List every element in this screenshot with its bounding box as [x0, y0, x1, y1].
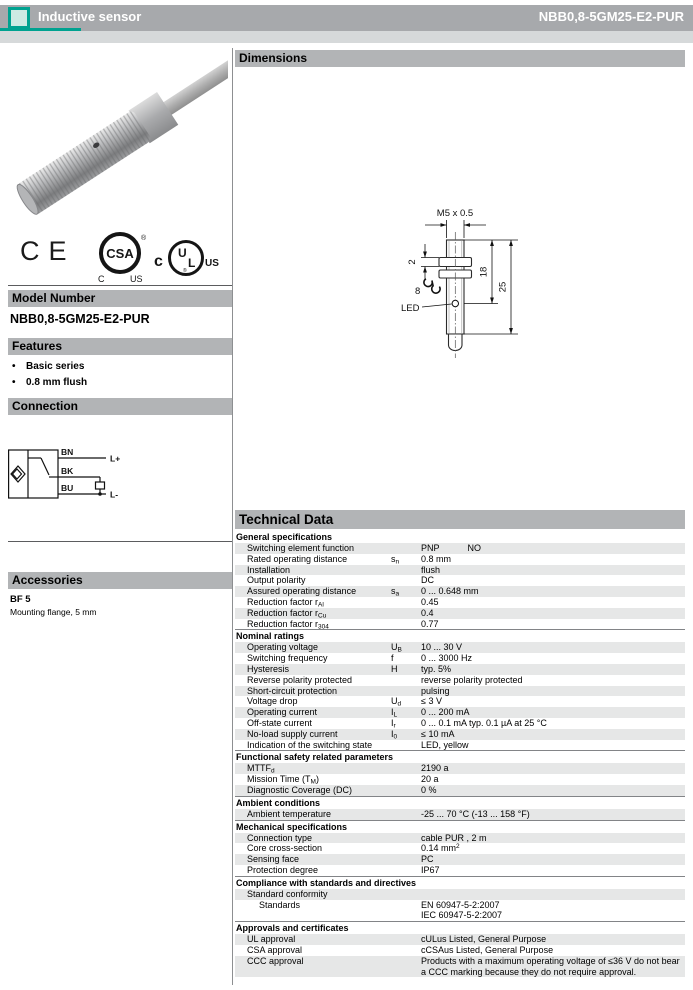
model-number-heading: Model Number — [8, 290, 232, 307]
terminal-label-lplus: L+ — [110, 453, 121, 464]
table-row — [235, 597, 685, 608]
feature-item — [12, 361, 84, 372]
table-section-title: Nominal ratings — [235, 629, 685, 642]
row-symbol: $I_L$ — [391, 707, 398, 719]
row-label: Ambient temperature — [247, 808, 332, 819]
table-row — [235, 740, 685, 751]
table-row — [235, 664, 685, 675]
row-symbol: $s_n$ — [391, 553, 400, 566]
ce-mark: CE — [20, 236, 76, 266]
svg-text:CSA: CSA — [106, 246, 134, 261]
dim-label-led: LED — [401, 303, 420, 314]
row-value — [421, 889, 685, 900]
row-symbol — [391, 575, 421, 586]
table-row — [235, 642, 685, 653]
row-label: Installation — [247, 564, 291, 575]
row-value: reverse polarity protected — [421, 674, 523, 685]
row-symbol — [391, 900, 421, 922]
table-section-title: Ambient conditions — [235, 796, 685, 809]
brand-logo-icon — [8, 7, 30, 29]
row-symbol — [391, 934, 421, 945]
row-value: EN 60947-5-2:2007 IEC 60947-5-2:2007 — [421, 899, 503, 921]
row-label: Diagnostic Coverage (DC) — [247, 784, 353, 795]
row-value: 2190 a — [421, 763, 449, 774]
accessory-description: Mounting flange, 5 mm — [10, 607, 97, 617]
table-row — [235, 956, 685, 978]
table-row — [235, 763, 685, 774]
row-value: LED, yellow — [421, 739, 469, 750]
row-value: 0.14 $mm^2$ — [421, 843, 460, 854]
row-value: DC — [421, 575, 434, 586]
row-value: cCSAus Listed, General Purpose — [421, 944, 554, 955]
feature-item — [12, 377, 87, 388]
table-row — [235, 696, 685, 707]
bullet-icon: • — [12, 361, 16, 372]
dimension-drawing — [385, 198, 575, 363]
row-label: Switching element function — [247, 543, 355, 553]
svg-text:U: U — [178, 246, 187, 260]
terminal-label-lminus: L- — [110, 489, 119, 500]
row-symbol — [391, 865, 421, 876]
features-heading: Features — [8, 338, 232, 355]
ul-mark — [152, 235, 220, 283]
row-symbol: $s_a$ — [391, 586, 400, 598]
row-label: Reverse polarity protected — [247, 674, 353, 685]
table-row — [235, 619, 685, 630]
feature-text: Basic series — [26, 361, 85, 372]
table-section-title: Mechanical specifications — [235, 820, 685, 833]
row-label: Output polarity — [247, 575, 306, 586]
table-row — [235, 889, 685, 900]
row-label: Standard conformity — [247, 888, 328, 899]
row-label: CCC approval — [247, 955, 304, 966]
column-divider — [232, 48, 233, 985]
connection-diagram — [8, 430, 158, 510]
dim-label-25: 25 — [497, 281, 509, 293]
row-value: 0.4 — [421, 607, 434, 618]
dim-label-nut-height: 2 — [407, 259, 418, 265]
row-symbol — [391, 543, 421, 554]
svg-text:US: US — [130, 274, 143, 284]
table-row — [235, 785, 685, 796]
row-value: 0 ... 0.1 mA typ. 0.1 µA at 25 °C — [421, 717, 547, 728]
svg-text:US: US — [205, 258, 219, 269]
row-symbol — [391, 785, 421, 796]
svg-text:®: ® — [141, 235, 147, 242]
table-row — [235, 707, 685, 718]
connection-heading: Connection — [8, 398, 232, 415]
row-label: Operating current — [247, 707, 318, 718]
table-section-title: Compliance with standards and directives — [235, 876, 685, 889]
row-value: -25 ... 70 °C (-13 ... 158 °F) — [421, 808, 530, 819]
dim-label-18: 18 — [478, 266, 490, 278]
row-label: Short-circuit protection — [247, 685, 338, 696]
row-symbol — [391, 686, 421, 697]
row-value: 0 ... 200 mA — [421, 707, 470, 718]
technical-data-table — [235, 531, 685, 977]
row-label: Standards — [259, 899, 301, 910]
table-section-title: Approvals and certificates — [235, 921, 685, 934]
section-rule — [8, 541, 232, 542]
row-value: cable PUR , 2 m — [421, 832, 487, 843]
row-value: 20 a — [421, 774, 439, 785]
svg-text:c: c — [154, 253, 163, 270]
row-symbol — [391, 809, 421, 820]
row-label: UL approval — [247, 934, 296, 945]
model-number-value: NBB0,8-5GM25-E2-PUR — [10, 312, 150, 326]
table-row — [235, 653, 685, 664]
row-symbol — [391, 597, 421, 608]
table-row — [235, 675, 685, 686]
row-value: 10 ... 30 V — [421, 642, 463, 653]
table-row — [235, 843, 685, 854]
table-row — [235, 945, 685, 956]
row-label: Indication of the switching state — [247, 739, 373, 750]
table-row — [235, 718, 685, 729]
product-photo — [10, 52, 228, 220]
table-row — [235, 833, 685, 844]
row-label: Rated operating distance — [247, 553, 348, 564]
row-symbol — [391, 774, 421, 785]
row-value: Products with a maximum operating voltage of ≤36 V do not bear a CCC marking because they do not require approval. — [421, 955, 680, 977]
row-symbol: H — [391, 663, 398, 674]
row-value: 0 ... 3000 Hz — [421, 653, 473, 664]
row-value: flush — [421, 564, 441, 575]
bullet-icon: • — [12, 377, 16, 388]
row-symbol — [391, 833, 421, 844]
row-label: Sensing face — [247, 854, 300, 865]
row-value: IP67 — [421, 864, 440, 875]
csa-mark — [92, 229, 150, 285]
wire-label-bu: BU — [61, 483, 74, 493]
row-value: PC — [421, 854, 434, 865]
header-model-number: NBB0,8-5GM25-E2-PUR — [538, 9, 684, 24]
row-label: Assured operating distance — [247, 586, 357, 597]
row-symbol — [391, 565, 421, 576]
row-value: 0.45 — [421, 596, 439, 607]
row-value: pulsing — [421, 685, 450, 696]
row-symbol — [391, 956, 421, 978]
feature-text: 0.8 mm flush — [26, 377, 88, 388]
table-row — [235, 900, 685, 922]
row-symbol — [391, 945, 421, 956]
row-label: No-load supply current — [247, 728, 338, 739]
row-label: Mission Time $(T_M)$ — [247, 774, 319, 786]
row-value: 0.8 mm — [421, 553, 452, 564]
row-symbol: $I_r$ — [391, 717, 396, 730]
row-label: Operating voltage — [247, 642, 319, 653]
table-row — [235, 934, 685, 945]
row-symbol — [391, 740, 421, 751]
row-label: Hysteresis — [247, 663, 290, 674]
row-label: Protection degree — [247, 864, 319, 875]
svg-text:C: C — [98, 274, 105, 284]
row-symbol: $U_B$ — [391, 642, 402, 654]
table-row — [235, 608, 685, 619]
technical-data-heading: Technical Data — [235, 510, 685, 529]
row-label: Reduction factor $r_{Cu}$ — [247, 607, 327, 620]
row-symbol: f — [391, 653, 394, 664]
dim-label-wrench-size: 8 — [415, 286, 421, 297]
page-title: Inductive sensor — [38, 9, 142, 24]
svg-text:L: L — [188, 256, 196, 270]
table-row — [235, 543, 685, 554]
table-section-title: Functional safety related parameters — [235, 750, 685, 763]
row-value: cULus Listed, General Purpose — [421, 934, 547, 945]
row-label: Connection type — [247, 832, 313, 843]
svg-text:®: ® — [183, 268, 187, 274]
row-value: ≤ 3 V — [421, 696, 442, 707]
row-symbol — [391, 763, 421, 774]
table-row — [235, 854, 685, 865]
header-sub-band — [0, 31, 693, 43]
row-symbol: $I_0$ — [391, 728, 398, 741]
table-row — [235, 809, 685, 820]
row-value: 0 ... 0.648 mm — [421, 586, 479, 597]
dim-label-thread: M5 x 0.5 — [436, 208, 474, 219]
row-symbol: $U_d$ — [391, 696, 402, 708]
accessory-code: BF 5 — [10, 594, 31, 605]
row-symbol — [391, 854, 421, 865]
wire-label-bn: BN — [61, 447, 74, 457]
row-value: 0.77 — [421, 618, 439, 629]
table-row — [235, 774, 685, 785]
row-symbol — [391, 619, 421, 630]
table-section-title: General specifications — [235, 531, 685, 543]
row-value: 0 % — [421, 784, 437, 795]
table-row — [235, 686, 685, 697]
row-symbol — [391, 608, 421, 619]
row-symbol — [391, 843, 421, 854]
table-row — [235, 575, 685, 586]
row-symbol — [391, 889, 421, 900]
accessories-heading: Accessories — [8, 572, 232, 589]
table-row — [235, 865, 685, 876]
row-value: typ. 5% — [421, 663, 452, 674]
row-value: PNP NO — [421, 543, 482, 553]
wire-label-bk: BK — [61, 466, 74, 476]
row-label: Off-state current — [247, 717, 312, 728]
dimensions-heading: Dimensions — [235, 50, 685, 67]
row-label: $MTTF_d$ — [247, 763, 275, 775]
row-symbol — [391, 675, 421, 686]
row-label: Reduction factor $r_{304}$ — [247, 618, 329, 631]
row-label: Reduction factor $r_{Al}$ — [247, 596, 324, 609]
row-label: Core cross-section — [247, 843, 323, 854]
row-value: ≤ 10 mA — [421, 728, 455, 739]
table-row — [235, 565, 685, 576]
row-label: Voltage drop — [247, 696, 298, 707]
section-rule — [8, 285, 232, 286]
table-row — [235, 554, 685, 565]
table-row — [235, 586, 685, 597]
row-label: CSA approval — [247, 944, 303, 955]
table-row — [235, 729, 685, 740]
row-label: Switching frequency — [247, 653, 328, 664]
